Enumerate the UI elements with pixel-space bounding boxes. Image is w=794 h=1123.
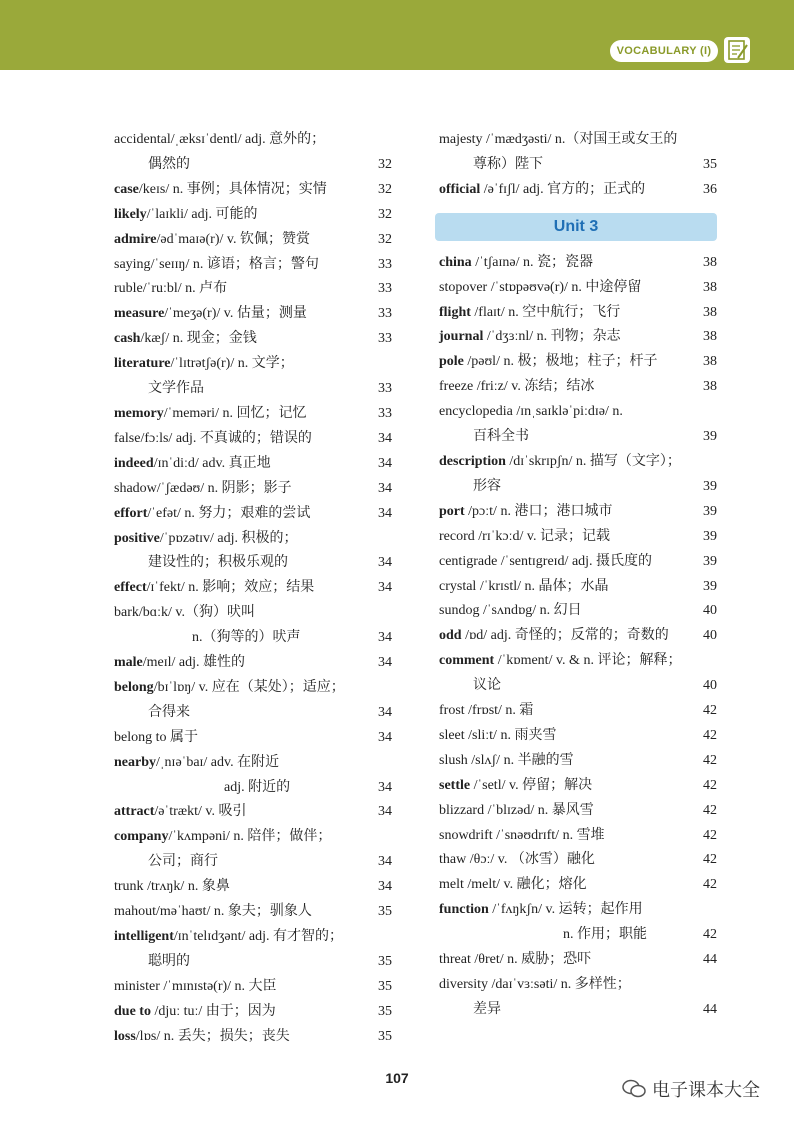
- headword: likely: [114, 206, 147, 222]
- vocab-entry: [114, 800, 392, 825]
- vocab-entry: [114, 576, 392, 601]
- vocab-entry: [114, 1025, 392, 1050]
- vocab-entry: [114, 751, 392, 801]
- page-ref: 42: [703, 927, 717, 943]
- vocab-entry: [439, 575, 717, 600]
- definition: /kæʃ/ n. 现金；金钱: [140, 331, 257, 347]
- page-ref: 42: [703, 727, 717, 743]
- definition: /bɪˈlɒŋ/ v. 应在（某处）；适应；: [153, 679, 345, 695]
- watermark: [622, 1076, 760, 1102]
- page-ref: 34: [378, 804, 392, 820]
- vocab-entry: [114, 327, 392, 352]
- vocab-entry: [114, 601, 392, 651]
- vocab-entry: [439, 898, 717, 948]
- page-ref: 42: [703, 777, 717, 793]
- headword: crystal: [439, 578, 477, 594]
- headword: shadow: [114, 480, 157, 496]
- page-ref: 42: [703, 802, 717, 818]
- headword: accidental: [114, 132, 171, 147]
- definition: /fɔːls/ adj. 不真诚的；错误的: [140, 430, 312, 446]
- definition: /ˈsentɪgreɪd/ adj. 摄氏度的: [497, 553, 653, 569]
- headword: flight: [439, 304, 471, 320]
- vocab-entry: [439, 973, 717, 1023]
- definition: /keɪs/ n. 事例；具体情况；实情: [138, 181, 327, 197]
- headword: cash: [114, 331, 141, 347]
- page-ref: 35: [378, 1028, 392, 1044]
- page-ref: 39: [703, 429, 717, 445]
- headword: ruble: [114, 281, 143, 297]
- headword: diversity: [439, 977, 488, 992]
- definition: /ˈblɪzəd/ n. 暴风雪: [484, 802, 594, 818]
- vocab-entry: [114, 427, 392, 452]
- definition: /ˈsnəʊdrɪft/ n. 雪堆: [492, 827, 605, 843]
- headword: settle: [439, 777, 471, 793]
- headword: false: [114, 430, 141, 446]
- vocab-entry: [114, 402, 392, 427]
- headword: memory: [114, 405, 164, 421]
- definition: /ɪnˈtelɪdʒənt/ adj. 有才智的；: [173, 929, 344, 944]
- definition: /ˈdʒɜːnl/ n. 刊物；杂志: [483, 329, 621, 345]
- page-ref: 38: [703, 279, 717, 295]
- page-ref: 34: [378, 879, 392, 895]
- headword: thaw: [439, 852, 467, 868]
- page-ref: 42: [703, 827, 717, 843]
- page-ref: 35: [703, 156, 717, 172]
- headword: positive: [114, 530, 160, 546]
- vocab-entry: [114, 925, 392, 975]
- definition: /sliːt/ n. 雨夹雪: [464, 727, 557, 743]
- headword: record: [439, 528, 475, 544]
- page-ref: 32: [378, 231, 392, 247]
- headword: pole: [439, 354, 464, 370]
- page-ref: 38: [703, 379, 717, 395]
- vocab-entry: [439, 525, 717, 550]
- headword: melt: [439, 877, 464, 893]
- headword: frost: [439, 703, 465, 719]
- vocab-entry: [439, 500, 717, 525]
- notebook-icon: [724, 37, 750, 63]
- headword: sleet: [439, 727, 465, 743]
- page-ref: 38: [703, 304, 717, 320]
- headword: stopover: [439, 279, 488, 295]
- definition: 建设性的；积极乐观的: [148, 555, 288, 571]
- page-ref: 32: [378, 206, 392, 222]
- headword: mahout: [114, 904, 156, 920]
- page-ref: 42: [703, 752, 717, 768]
- page-ref: 33: [378, 281, 392, 297]
- page-ref: 42: [703, 877, 717, 893]
- definition: /θret/ n. 威胁；恐吓: [470, 952, 592, 968]
- vocab-entry: [439, 599, 717, 624]
- vocab-entry: [439, 178, 717, 203]
- headword: bark: [114, 605, 139, 621]
- page-number: 107: [385, 1070, 409, 1086]
- definition: /melt/ v. 融化；熔化: [463, 877, 587, 893]
- page-ref: 34: [378, 505, 392, 521]
- headword: company: [114, 829, 169, 845]
- definition: /ˈsʌndɒg/ n. 幻日: [479, 603, 582, 619]
- definition: /ˈmeʒə(r)/ v. 估量；测量: [164, 306, 307, 322]
- headword: centigrade: [439, 553, 498, 569]
- page-ref: 42: [703, 703, 717, 719]
- definition: /flaɪt/ n. 空中航行；飞行: [470, 304, 621, 320]
- vocab-entry: [439, 301, 717, 326]
- page-ref: 34: [378, 655, 392, 671]
- page-ref: 33: [378, 331, 392, 347]
- definition: /θɔː/ v. （冰雪）融化: [466, 852, 595, 868]
- headword: case: [114, 181, 139, 197]
- page-ref: 39: [703, 503, 717, 519]
- definition: /ˈkɒment/ v. & n. 评论；解释；: [494, 653, 682, 669]
- headword: comment: [439, 653, 495, 669]
- page-ref: 34: [378, 580, 392, 596]
- headword: male: [114, 655, 143, 671]
- page-ref: 42: [703, 852, 717, 868]
- headword: saying: [114, 256, 151, 272]
- vocab-entry: [439, 276, 717, 301]
- page-ref: 39: [703, 553, 717, 569]
- headword: majesty: [439, 132, 483, 147]
- wechat-icon: [622, 1079, 646, 1099]
- vocab-entry: [114, 253, 392, 278]
- vocab-entry: [439, 400, 717, 450]
- watermark-text: 电子课本大全: [652, 1080, 760, 1101]
- definition: /ˈfʌŋkʃn/ v. 运转；起作用: [488, 902, 643, 918]
- definition: /ɪˈfekt/ n. 影响；效应；结果: [146, 580, 315, 596]
- vocab-entry: [439, 873, 717, 898]
- definition: /frɒst/ n. 霜: [464, 703, 534, 719]
- headword: port: [439, 503, 465, 519]
- vocab-entry: [439, 948, 717, 973]
- definition: /friːz/ v. 冻结；结冰: [473, 379, 595, 395]
- vocab-entry: [439, 251, 717, 276]
- definition: 属于: [166, 729, 198, 745]
- page-ref: 38: [703, 254, 717, 270]
- vocab-entry: [114, 900, 392, 925]
- headword: function: [439, 902, 489, 918]
- page-ref: 39: [703, 578, 717, 594]
- vocab-entry: [114, 302, 392, 327]
- definition: /pəʊl/ n. 极；极地；柱子；杆子: [463, 354, 658, 370]
- vocab-entry: [439, 774, 717, 799]
- definition: /bɑːk/ v.（狗）吠叫: [138, 605, 255, 621]
- headword: effect: [114, 580, 147, 596]
- vocab-entry: [114, 452, 392, 477]
- page-ref: 40: [703, 678, 717, 694]
- definition: 聪明的: [148, 953, 190, 969]
- vocab-entry: [114, 875, 392, 900]
- vocab-entry: [439, 550, 717, 575]
- definition: /əˈfɪʃl/ adj. 官方的；正式的: [480, 181, 646, 197]
- headword: loss: [114, 1028, 136, 1044]
- definition: /məˈhaʊt/ n. 象夫；驯象人: [156, 904, 312, 920]
- vocab-entry: [439, 749, 717, 774]
- definition: /meɪl/ adj. 雄性的: [142, 655, 246, 671]
- vocab-entry: [439, 699, 717, 724]
- page-ref: 34: [378, 704, 392, 720]
- page-ref: 44: [703, 1001, 717, 1017]
- definition: /dɪˈskrɪpʃn/ n. 描写（文字）；: [505, 453, 681, 469]
- definition: /ədˈmaɪə(r)/ v. 钦佩；赞赏: [156, 231, 310, 247]
- page-ref: 32: [378, 181, 392, 197]
- vocab-entry: [439, 848, 717, 873]
- headword: official: [439, 181, 481, 197]
- vocab-entry: [114, 502, 392, 527]
- definition: /ˈseɪɪŋ/ n. 谚语；格言；警句: [150, 256, 319, 272]
- headword: journal: [439, 329, 484, 345]
- page-ref: 36: [703, 181, 717, 197]
- right-column: [439, 128, 717, 1023]
- vocab-entry: [439, 824, 717, 849]
- page-ref: 34: [378, 455, 392, 471]
- definition: /ˌæksɪˈdentl/ adj. 意外的；: [170, 132, 326, 147]
- headword: trunk: [114, 879, 144, 895]
- headword: threat: [439, 952, 471, 968]
- headword: minister: [114, 978, 160, 994]
- definition: /rɪˈkɔːd/ v. 记录；记载: [474, 528, 610, 544]
- page-ref: 35: [378, 904, 392, 920]
- definition: n.（狗等的）吠声: [192, 630, 301, 646]
- headword: admire: [114, 231, 157, 247]
- page-ref: 34: [378, 854, 392, 870]
- page-ref: 33: [378, 256, 392, 272]
- vocab-entry: [114, 726, 392, 751]
- headword: description: [439, 453, 506, 469]
- page-ref: 34: [378, 779, 392, 795]
- page-ref: 35: [378, 1003, 392, 1019]
- definition: /trʌŋk/ n. 象鼻: [143, 879, 230, 895]
- page-ref: 34: [378, 430, 392, 446]
- page-ref: 38: [703, 354, 717, 370]
- vocab-entry: [114, 203, 392, 228]
- definition: /ˈtʃaɪnə/ n. 瓷；瓷器: [471, 254, 593, 270]
- definition: /ˈstɒpəʊvə(r)/ n. 中途停留: [487, 279, 642, 295]
- page-ref: 40: [703, 603, 717, 619]
- headword: freeze: [439, 379, 474, 395]
- unit-heading: Unit 3: [435, 213, 717, 241]
- vocab-entry: [114, 477, 392, 502]
- headword: nearby: [114, 754, 156, 770]
- vocab-entry: [439, 724, 717, 749]
- vocab-entry: [114, 277, 392, 302]
- definition: /ˈsetl/ v. 停留；解决: [470, 777, 593, 793]
- vocab-entry: [439, 624, 717, 649]
- definition: /ˈmɪnɪstə(r)/ n. 大臣: [159, 978, 277, 994]
- page-ref: 40: [703, 628, 717, 644]
- vocab-entry: [114, 228, 392, 253]
- definition: 偶然的: [148, 156, 190, 172]
- definition: /lɒs/ n. 丢失；损失；丧失: [135, 1028, 290, 1044]
- vocab-entry: [114, 352, 392, 402]
- definition: /pɔːt/ n. 港口；港口城市: [464, 503, 613, 519]
- vocab-entry: [439, 450, 717, 500]
- definition: 尊称）陛下: [473, 156, 543, 172]
- definition: 合得来: [148, 704, 190, 720]
- page-ref: 38: [703, 329, 717, 345]
- vocab-entry: [114, 825, 392, 875]
- vocab-entry: [114, 128, 392, 178]
- headword: intelligent: [114, 929, 174, 944]
- vocab-entry: [439, 799, 717, 824]
- definition: /ɒd/ adj. 奇怪的；反常的；奇数的: [461, 628, 669, 644]
- headword: attract: [114, 804, 155, 820]
- page-ref: 34: [378, 729, 392, 745]
- definition: n. 作用；职能: [563, 927, 647, 943]
- definition: /ɪnˈdiːd/ adv. 真正地: [153, 455, 271, 471]
- page-ref: 39: [703, 478, 717, 494]
- headword: odd: [439, 628, 462, 644]
- headword: sundog: [439, 603, 480, 619]
- vocab-entry: [114, 527, 392, 577]
- headword: effort: [114, 505, 148, 521]
- definition: 议论: [473, 678, 501, 694]
- definition: /ˈʃædəʊ/ n. 阴影；影子: [156, 480, 292, 496]
- vocab-entry: [439, 375, 717, 400]
- headword: indeed: [114, 455, 154, 471]
- definition: /ˈruːbl/ n. 卢布: [142, 281, 228, 297]
- vocab-entry: [439, 128, 717, 178]
- headword: belong: [114, 679, 154, 695]
- definition: /ˈefət/ n. 努力；艰难的尝试: [147, 505, 311, 521]
- page-ref: 44: [703, 952, 717, 968]
- page-ref: 33: [378, 306, 392, 322]
- page-ref: 33: [378, 405, 392, 421]
- headword: due to: [114, 1003, 151, 1019]
- page-ref: 35: [378, 953, 392, 969]
- vocab-entry: [114, 676, 392, 726]
- left-column: [114, 128, 392, 1050]
- headword: belong to: [114, 729, 167, 745]
- definition: 文学作品: [148, 381, 204, 397]
- definition: /ˈpɒzətɪv/ adj. 积极的；: [159, 530, 298, 546]
- definition: /ˈlaɪkli/ adj. 可能的: [146, 206, 258, 222]
- vocab-entry: [114, 178, 392, 203]
- definition: /ɪnˌsaɪkləˈpiːdɪə/ n.: [512, 404, 623, 420]
- page-ref: 39: [703, 528, 717, 544]
- vocab-entry: [439, 350, 717, 375]
- definition: /slʌʃ/ n. 半融的雪: [467, 752, 574, 768]
- definition: adj. 附近的: [224, 779, 291, 795]
- headword: slush: [439, 752, 468, 768]
- definition: 公司；商行: [148, 854, 218, 870]
- headword: china: [439, 254, 472, 270]
- vocabulary-label: VOCABULARY (I): [610, 40, 718, 62]
- headword: blizzard: [439, 802, 485, 818]
- vocab-entry: [439, 649, 717, 699]
- page-ref: 32: [378, 156, 392, 172]
- definition: /ˈmeməri/ n. 回忆；记忆: [163, 405, 307, 421]
- definition: /ˌnɪəˈbaɪ/ adv. 在附近: [156, 754, 280, 770]
- headword: encyclopedia: [439, 404, 513, 420]
- definition: /ˈkrɪstl/ n. 晶体；水晶: [476, 578, 609, 594]
- definition: 百科全书: [473, 429, 529, 445]
- definition: /ˈlɪtrətʃə(r)/ n. 文学；: [170, 356, 294, 372]
- headword: snowdrift: [439, 827, 493, 843]
- headword: measure: [114, 306, 165, 322]
- definition: 形容: [473, 478, 501, 494]
- definition: /əˈtrækt/ v. 吸引: [154, 804, 247, 820]
- definition: /ˈkʌmpəni/ n. 陪伴；做伴；: [168, 829, 332, 845]
- page-ref: 34: [378, 480, 392, 496]
- page-ref: 33: [378, 381, 392, 397]
- vocab-entry: [439, 325, 717, 350]
- vocab-entry: [114, 1000, 392, 1025]
- page-ref: 35: [378, 978, 392, 994]
- vocab-entry: [114, 975, 392, 1000]
- headword: literature: [114, 356, 171, 372]
- definition: /daɪˈvɜːsəti/ n. 多样性；: [488, 977, 631, 992]
- definition: /djuː tuː/ 由于；因为: [150, 1003, 276, 1019]
- page-ref: 34: [378, 555, 392, 571]
- definition: 差异: [473, 1001, 501, 1017]
- vocab-entry: [114, 651, 392, 676]
- definition: /ˈmædʒəsti/ n.（对国王或女王的: [482, 132, 678, 147]
- page-ref: 34: [378, 630, 392, 646]
